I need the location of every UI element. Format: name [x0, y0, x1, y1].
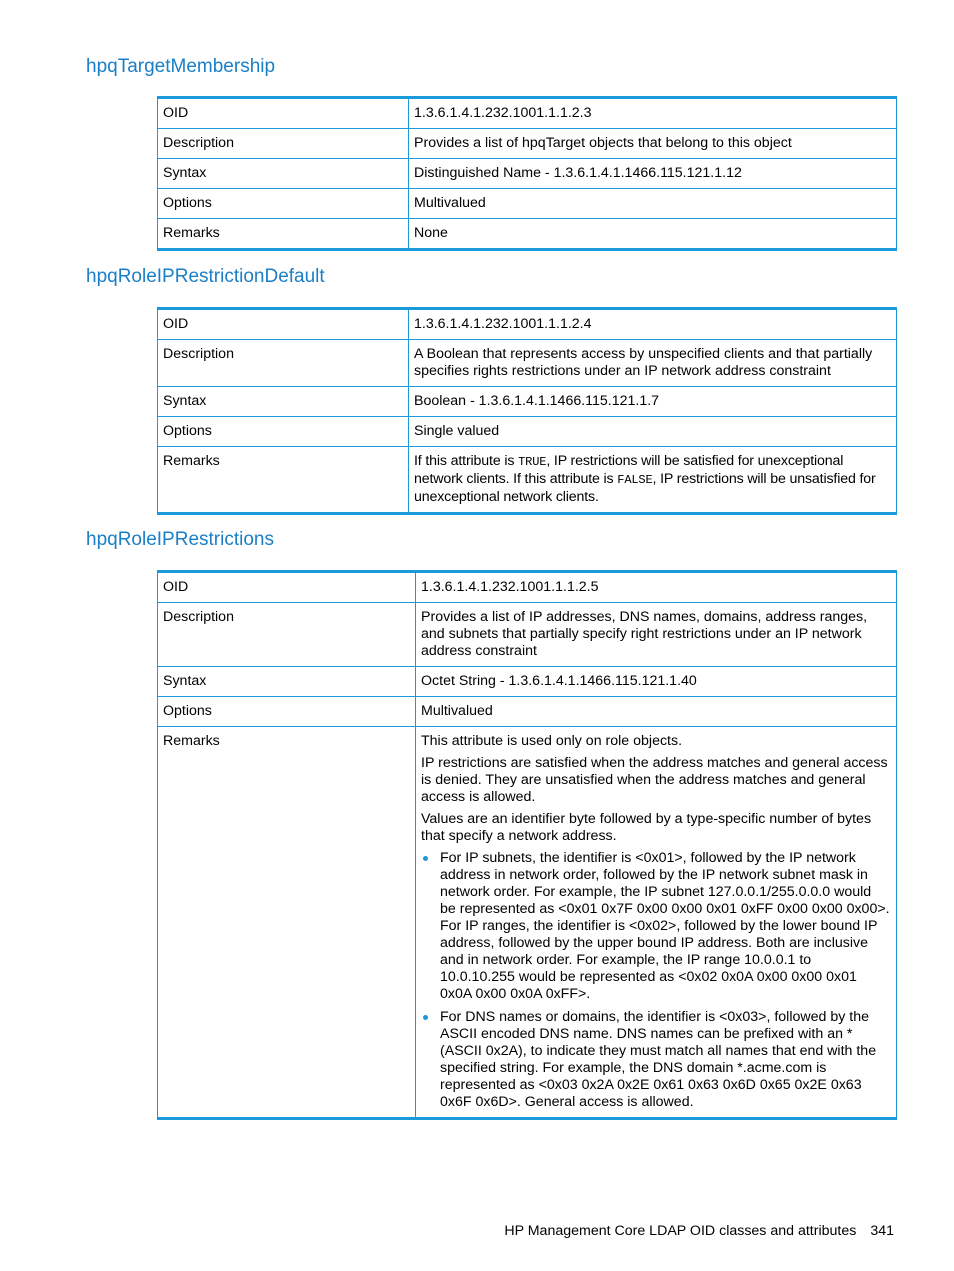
table-row — [158, 159, 897, 189]
row-label: OID — [158, 572, 416, 603]
row-label: Remarks — [158, 727, 416, 1119]
page-number: 341 — [870, 1223, 894, 1239]
remarks-text: , IP restrictions will be satisfied for unexceptional network clients. If this attribute is — [414, 453, 844, 487]
page-footer — [504, 1223, 894, 1240]
row-label: Options — [158, 189, 409, 219]
remarks-text: If this attribute is — [414, 453, 519, 469]
table-row — [158, 189, 897, 219]
row-label: Remarks — [158, 219, 409, 250]
code-true: TRUE — [518, 455, 547, 469]
table-row — [158, 727, 897, 1119]
row-value: Provides a list of IP addresses, DNS names, domains, address ranges, and subnets that partially specify right restrictions under an IP network address constraint — [416, 603, 897, 667]
table-row — [158, 572, 897, 603]
bullet-icon — [423, 1015, 428, 1020]
table-row — [158, 340, 897, 387]
row-value: Distinguished Name - 1.3.6.1.4.1.1466.115.121.1.12 — [409, 159, 897, 189]
remarks-paragraph: IP restrictions are satisfied when the address matches and general access is denied. They are unsatisfied when the address matches and general access is allowed. — [421, 755, 888, 805]
row-label: Options — [158, 417, 409, 447]
row-label: Description — [158, 340, 409, 387]
table-row — [158, 447, 897, 514]
list-item-text: For DNS names or domains, the identifier is <0x03>, followed by the ASCII encoded DNS name. DNS names can be prefixed with an * (ASCII 0x2A), to indicate they must match all names that end with the specified string. For example, the DNS domain *.acme.com is represented as <0x03 0x2A 0x2E 0x61 0x63 0x6D 0x65 0x2E 0x63 0x6F 0x6D>. General access is allowed. — [440, 1009, 877, 1110]
row-value — [416, 727, 897, 1119]
code-false: FALSE — [617, 473, 653, 487]
table-row — [158, 603, 897, 667]
attribute-table-role-ip-restrictions — [157, 570, 897, 1120]
row-label: OID — [158, 309, 409, 340]
row-value: Boolean - 1.3.6.1.4.1.1466.115.121.1.7 — [409, 387, 897, 417]
bullet-icon — [423, 856, 428, 861]
section-title-target-membership: hpqTargetMembership — [86, 56, 276, 77]
remarks-paragraph: This attribute is used only on role objects. — [421, 733, 683, 749]
row-label: OID — [158, 98, 409, 129]
list-item-text: For IP subnets, the identifier is <0x01>, followed by the IP network address in network order, followed by the IP network subnet mask in network order. For example, the IP subnet 127.0.0.1/255.0.0.0 would be represented as <0x01 0x7F 0x00 0x00 0x01 0xFF 0x00 0x00 0x00>. For IP ranges, the identifier is <0x02>, followed by the lower bound IP address, followed by the upper bound IP address. Both are inclusive and in network order. For example, the IP range 10.0.0.1 to 10.0.10.255 would be represented as <0x02 0x0A 0x00 0x00 0x01 0x0A 0x00 0x0A 0xFF>. — [440, 850, 890, 1002]
section-title-role-ip-restrictions: hpqRoleIPRestrictions — [86, 529, 274, 550]
row-value: Multivalued — [416, 697, 897, 727]
remarks-text: , IP restrictions will be unsatisfied for unexceptional network clients. — [414, 471, 876, 505]
row-value: 1.3.6.1.4.1.232.1001.1.1.2.3 — [409, 98, 897, 129]
table-row — [158, 219, 897, 250]
row-value: Multivalued — [409, 189, 897, 219]
table-row — [158, 387, 897, 417]
list-item — [440, 1009, 890, 1111]
row-label: Syntax — [158, 159, 409, 189]
attribute-table-role-ip-restriction-default — [157, 307, 897, 515]
row-value: A Boolean that represents access by unspecified clients and that partially specifies rights restrictions under an IP network address constraint — [409, 340, 897, 387]
row-value: Octet String - 1.3.6.1.4.1.1466.115.121.1.40 — [416, 667, 897, 697]
table-row — [158, 697, 897, 727]
table-row — [158, 667, 897, 697]
row-value: Provides a list of hpqTarget objects that belong to this object — [409, 129, 897, 159]
footer-title: HP Management Core LDAP OID classes and attributes — [504, 1223, 857, 1239]
row-label: Syntax — [158, 667, 416, 697]
row-label: Description — [158, 603, 416, 667]
table-row — [158, 417, 897, 447]
row-value — [409, 447, 897, 514]
attribute-table-target-membership — [157, 96, 897, 251]
row-label: Syntax — [158, 387, 409, 417]
remarks-paragraph: Values are an identifier byte followed by a type-specific number of bytes that specify a network address. — [421, 811, 872, 844]
table-row — [158, 309, 897, 340]
row-label: Remarks — [158, 447, 409, 514]
list-item — [440, 850, 890, 1003]
section-title-role-ip-restriction-default: hpqRoleIPRestrictionDefault — [86, 266, 325, 287]
row-value: Single valued — [409, 417, 897, 447]
row-value: 1.3.6.1.4.1.232.1001.1.1.2.4 — [409, 309, 897, 340]
row-value: None — [409, 219, 897, 250]
table-row — [158, 98, 897, 129]
table-row — [158, 129, 897, 159]
row-value: 1.3.6.1.4.1.232.1001.1.1.2.5 — [416, 572, 897, 603]
row-label: Description — [158, 129, 409, 159]
row-label: Options — [158, 697, 416, 727]
remarks-bullet-list — [421, 850, 890, 1111]
